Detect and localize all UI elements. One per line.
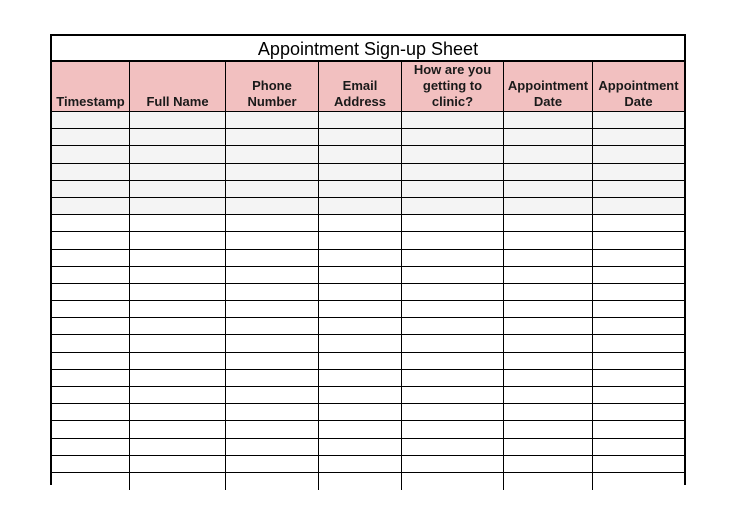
table-cell[interactable] xyxy=(504,284,593,301)
table-cell[interactable] xyxy=(52,215,130,232)
table-cell[interactable] xyxy=(402,387,504,404)
column-header-line: How are you xyxy=(413,62,492,77)
table-cell[interactable] xyxy=(504,404,593,421)
table-cell[interactable] xyxy=(504,370,593,387)
table-cell[interactable] xyxy=(593,232,684,249)
table-cell[interactable] xyxy=(226,421,319,438)
table-cell[interactable] xyxy=(593,318,684,335)
table-cell[interactable] xyxy=(130,353,226,370)
column-header-line: Email xyxy=(342,78,378,93)
table-cell[interactable] xyxy=(593,267,684,284)
column-header-label xyxy=(146,94,208,110)
table-cell[interactable] xyxy=(402,353,504,370)
column-header-line: Date xyxy=(533,94,563,109)
column-header xyxy=(593,62,684,112)
table-cell[interactable] xyxy=(319,353,402,370)
table-cell[interactable] xyxy=(593,421,684,438)
table-cell[interactable] xyxy=(593,439,684,456)
table-cell[interactable] xyxy=(226,267,319,284)
column-header xyxy=(226,62,319,112)
column-header xyxy=(504,62,593,112)
table-cell[interactable] xyxy=(402,439,504,456)
table-cell[interactable] xyxy=(402,456,504,473)
column-header-label xyxy=(247,78,296,110)
table-cell[interactable] xyxy=(130,146,226,163)
table-cell[interactable] xyxy=(130,421,226,438)
table-cell[interactable] xyxy=(504,198,593,215)
table-cell[interactable] xyxy=(226,250,319,267)
table-cell[interactable] xyxy=(226,318,319,335)
table-cell[interactable] xyxy=(130,318,226,335)
table-cell[interactable] xyxy=(319,112,402,129)
table-cell[interactable] xyxy=(319,301,402,318)
table-cell[interactable] xyxy=(504,456,593,473)
table-cell[interactable] xyxy=(402,318,504,335)
table-cell[interactable] xyxy=(130,232,226,249)
table-cell[interactable] xyxy=(593,198,684,215)
column-header xyxy=(52,62,130,112)
table-cell[interactable] xyxy=(319,164,402,181)
table-cell[interactable] xyxy=(593,129,684,146)
table-cell[interactable] xyxy=(504,250,593,267)
table-cell[interactable] xyxy=(130,456,226,473)
table-cell[interactable] xyxy=(319,387,402,404)
table-cell[interactable] xyxy=(226,146,319,163)
table-cell[interactable] xyxy=(402,250,504,267)
table-cell[interactable] xyxy=(52,421,130,438)
table-cell[interactable] xyxy=(593,146,684,163)
signup-table xyxy=(52,62,684,490)
column-header-line: Date xyxy=(624,94,653,109)
column-header-line: clinic? xyxy=(431,94,474,109)
table-cell[interactable] xyxy=(226,198,319,215)
table-cell[interactable] xyxy=(52,370,130,387)
table-cell[interactable] xyxy=(130,404,226,421)
table-cell[interactable] xyxy=(319,335,402,352)
table-cell[interactable] xyxy=(52,198,130,215)
table-cell[interactable] xyxy=(593,301,684,318)
table-cell[interactable] xyxy=(593,164,684,181)
table-cell[interactable] xyxy=(593,335,684,352)
column-header-line: Appointment xyxy=(598,78,679,93)
table-cell[interactable] xyxy=(593,370,684,387)
table-cell[interactable] xyxy=(319,456,402,473)
table-cell[interactable] xyxy=(402,112,504,129)
column-header xyxy=(130,62,226,112)
table-cell[interactable] xyxy=(402,421,504,438)
column-header-label xyxy=(598,78,678,110)
table-cell[interactable] xyxy=(319,146,402,163)
column-header-line: Address xyxy=(333,94,387,109)
table-cell[interactable] xyxy=(130,112,226,129)
table-cell[interactable] xyxy=(130,181,226,198)
table-cell[interactable] xyxy=(226,129,319,146)
table-cell[interactable] xyxy=(402,301,504,318)
sheet-title: Appointment Sign-up Sheet xyxy=(52,36,684,62)
table-cell[interactable] xyxy=(52,129,130,146)
table-cell[interactable] xyxy=(226,284,319,301)
table-cell[interactable] xyxy=(226,232,319,249)
table-cell[interactable] xyxy=(52,404,130,421)
table-cell[interactable] xyxy=(52,456,130,473)
table-cell[interactable] xyxy=(402,146,504,163)
table-cell[interactable] xyxy=(226,353,319,370)
table-cell[interactable] xyxy=(130,473,226,490)
table-cell[interactable] xyxy=(319,370,402,387)
table-cell[interactable] xyxy=(52,284,130,301)
table-cell[interactable] xyxy=(402,181,504,198)
table-cell[interactable] xyxy=(319,439,402,456)
table-cell[interactable] xyxy=(226,456,319,473)
table-cell[interactable] xyxy=(593,473,684,490)
table-cell[interactable] xyxy=(593,215,684,232)
table-cell[interactable] xyxy=(130,335,226,352)
table-cell[interactable] xyxy=(52,301,130,318)
table-cell[interactable] xyxy=(319,404,402,421)
table-cell[interactable] xyxy=(402,129,504,146)
table-cell[interactable] xyxy=(226,404,319,421)
table-cell[interactable] xyxy=(52,267,130,284)
table-cell[interactable] xyxy=(504,335,593,352)
column-header-line: getting to xyxy=(422,78,483,93)
table-cell[interactable] xyxy=(52,232,130,249)
table-cell[interactable] xyxy=(319,473,402,490)
table-cell[interactable] xyxy=(319,421,402,438)
table-cell[interactable] xyxy=(504,353,593,370)
table-cell[interactable] xyxy=(402,198,504,215)
table-cell[interactable] xyxy=(52,164,130,181)
column-header-line: Appointment xyxy=(507,78,589,93)
table-cell[interactable] xyxy=(52,473,130,490)
table-cell[interactable] xyxy=(226,335,319,352)
table-cell[interactable] xyxy=(52,112,130,129)
table-cell[interactable] xyxy=(130,387,226,404)
table-cell[interactable] xyxy=(52,439,130,456)
table-cell[interactable] xyxy=(504,129,593,146)
table-cell[interactable] xyxy=(504,421,593,438)
table-cell[interactable] xyxy=(319,267,402,284)
table-cell[interactable] xyxy=(226,181,319,198)
table-cell[interactable] xyxy=(226,112,319,129)
table-cell[interactable] xyxy=(319,318,402,335)
table-cell[interactable] xyxy=(130,250,226,267)
table-cell[interactable] xyxy=(504,112,593,129)
table-cell[interactable] xyxy=(52,146,130,163)
table-cell[interactable] xyxy=(402,164,504,181)
column-header-label xyxy=(508,78,588,110)
table-cell[interactable] xyxy=(226,164,319,181)
table-cell[interactable] xyxy=(226,301,319,318)
table-cell[interactable] xyxy=(402,284,504,301)
table-cell[interactable] xyxy=(226,215,319,232)
table-cell[interactable] xyxy=(504,387,593,404)
table-cell[interactable] xyxy=(402,473,504,490)
table-cell[interactable] xyxy=(402,232,504,249)
table-cell[interactable] xyxy=(130,129,226,146)
table-cell[interactable] xyxy=(226,473,319,490)
table-cell[interactable] xyxy=(130,198,226,215)
table-cell[interactable] xyxy=(226,439,319,456)
table-cell[interactable] xyxy=(402,267,504,284)
column-header xyxy=(319,62,402,112)
table-cell[interactable] xyxy=(52,387,130,404)
signup-sheet xyxy=(50,34,686,485)
table-cell[interactable] xyxy=(504,146,593,163)
table-cell[interactable] xyxy=(402,335,504,352)
table-cell[interactable] xyxy=(319,129,402,146)
table-cell[interactable] xyxy=(319,198,402,215)
table-cell[interactable] xyxy=(504,301,593,318)
table-cell[interactable] xyxy=(504,215,593,232)
table-cell[interactable] xyxy=(130,284,226,301)
table-cell[interactable] xyxy=(130,439,226,456)
table-cell[interactable] xyxy=(52,181,130,198)
column-header-line: Number xyxy=(247,94,297,109)
table-cell[interactable] xyxy=(402,370,504,387)
table-cell[interactable] xyxy=(52,353,130,370)
table-cell[interactable] xyxy=(504,318,593,335)
table-cell[interactable] xyxy=(319,181,402,198)
table-cell[interactable] xyxy=(319,232,402,249)
table-cell[interactable] xyxy=(52,335,130,352)
table-cell[interactable] xyxy=(319,250,402,267)
table-cell[interactable] xyxy=(593,353,684,370)
table-cell[interactable] xyxy=(593,404,684,421)
table-cell[interactable] xyxy=(52,318,130,335)
table-cell[interactable] xyxy=(130,215,226,232)
table-cell[interactable] xyxy=(319,215,402,232)
table-cell[interactable] xyxy=(402,215,504,232)
table-cell[interactable] xyxy=(130,370,226,387)
table-cell[interactable] xyxy=(593,387,684,404)
column-header-line: Phone xyxy=(252,78,292,93)
table-cell[interactable] xyxy=(130,267,226,284)
table-cell[interactable] xyxy=(226,370,319,387)
column-header xyxy=(402,62,504,112)
table-cell[interactable] xyxy=(226,387,319,404)
table-cell[interactable] xyxy=(593,181,684,198)
table-cell[interactable] xyxy=(593,112,684,129)
table-cell[interactable] xyxy=(504,439,593,456)
table-cell[interactable] xyxy=(130,301,226,318)
table-cell[interactable] xyxy=(504,232,593,249)
table-cell[interactable] xyxy=(504,164,593,181)
column-header-line: Timestamp xyxy=(56,94,125,109)
table-cell[interactable] xyxy=(504,267,593,284)
table-cell[interactable] xyxy=(319,284,402,301)
column-header-label xyxy=(414,62,491,110)
table-cell[interactable] xyxy=(504,181,593,198)
column-header-line: Full Name xyxy=(146,94,209,109)
column-header-label xyxy=(56,94,124,110)
column-header-label xyxy=(334,78,386,110)
table-cell[interactable] xyxy=(504,473,593,490)
table-cell[interactable] xyxy=(593,456,684,473)
table-cell[interactable] xyxy=(593,250,684,267)
table-cell[interactable] xyxy=(130,164,226,181)
table-cell[interactable] xyxy=(402,404,504,421)
table-cell[interactable] xyxy=(52,250,130,267)
table-cell[interactable] xyxy=(593,284,684,301)
